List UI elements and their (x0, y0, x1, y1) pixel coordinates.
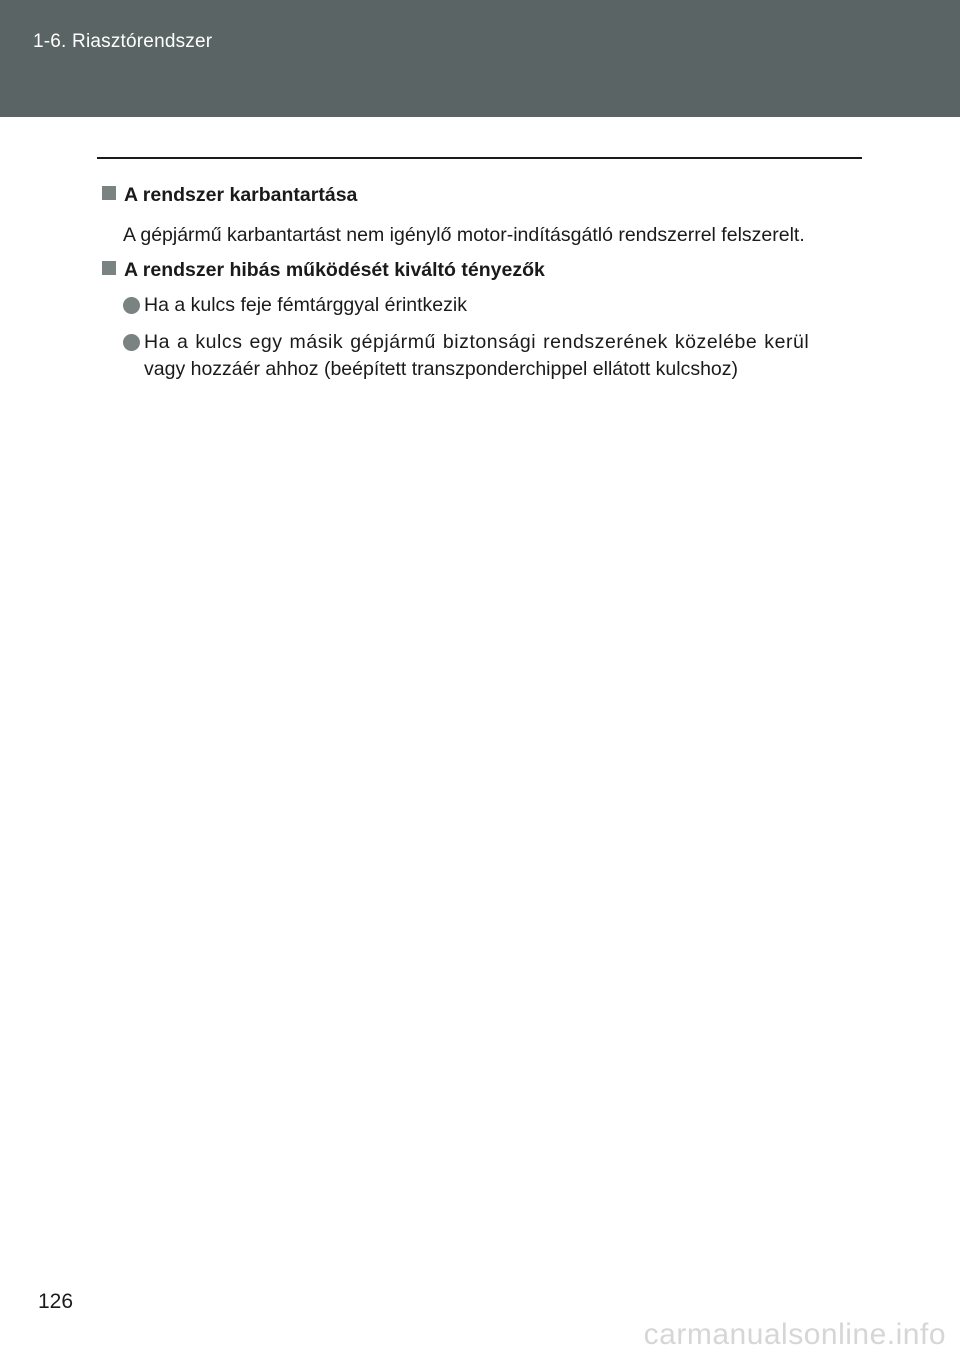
chapter-title: 1-6. Riasztórendszer (33, 31, 213, 52)
square-bullet-icon (102, 186, 116, 200)
section-rule (97, 157, 862, 159)
list-item (144, 329, 809, 383)
page-header-band (0, 0, 960, 117)
round-bullet-icon (123, 334, 140, 351)
round-bullet-icon (123, 297, 140, 314)
page-number: 126 (38, 1290, 74, 1313)
square-bullet-icon (102, 261, 116, 275)
list-item-line: Ha a kulcs feje fémtárggyal érintkezik (144, 294, 467, 316)
list-item-line: vagy hozzáér ahhoz (beépített transzponderchippel ellátott kulcshoz) (144, 358, 739, 380)
section-heading-text: A rendszer hibás működését kiváltó tényezők (124, 259, 545, 281)
list-item (144, 292, 467, 319)
section-heading-maintenance (102, 184, 357, 207)
section-paragraph: A gépjármű karbantartást nem igénylő motor-indításgátló rendszerrel felszerelt. (123, 224, 805, 246)
section-heading-malfunction (102, 259, 545, 282)
section-heading-text: A rendszer karbantartása (124, 184, 358, 206)
list-item-line: Ha a kulcs egy másik gépjármű biztonsági rendszerének közelébe kerül (144, 331, 810, 353)
watermark: carmanualsonline.info (643, 1318, 946, 1351)
